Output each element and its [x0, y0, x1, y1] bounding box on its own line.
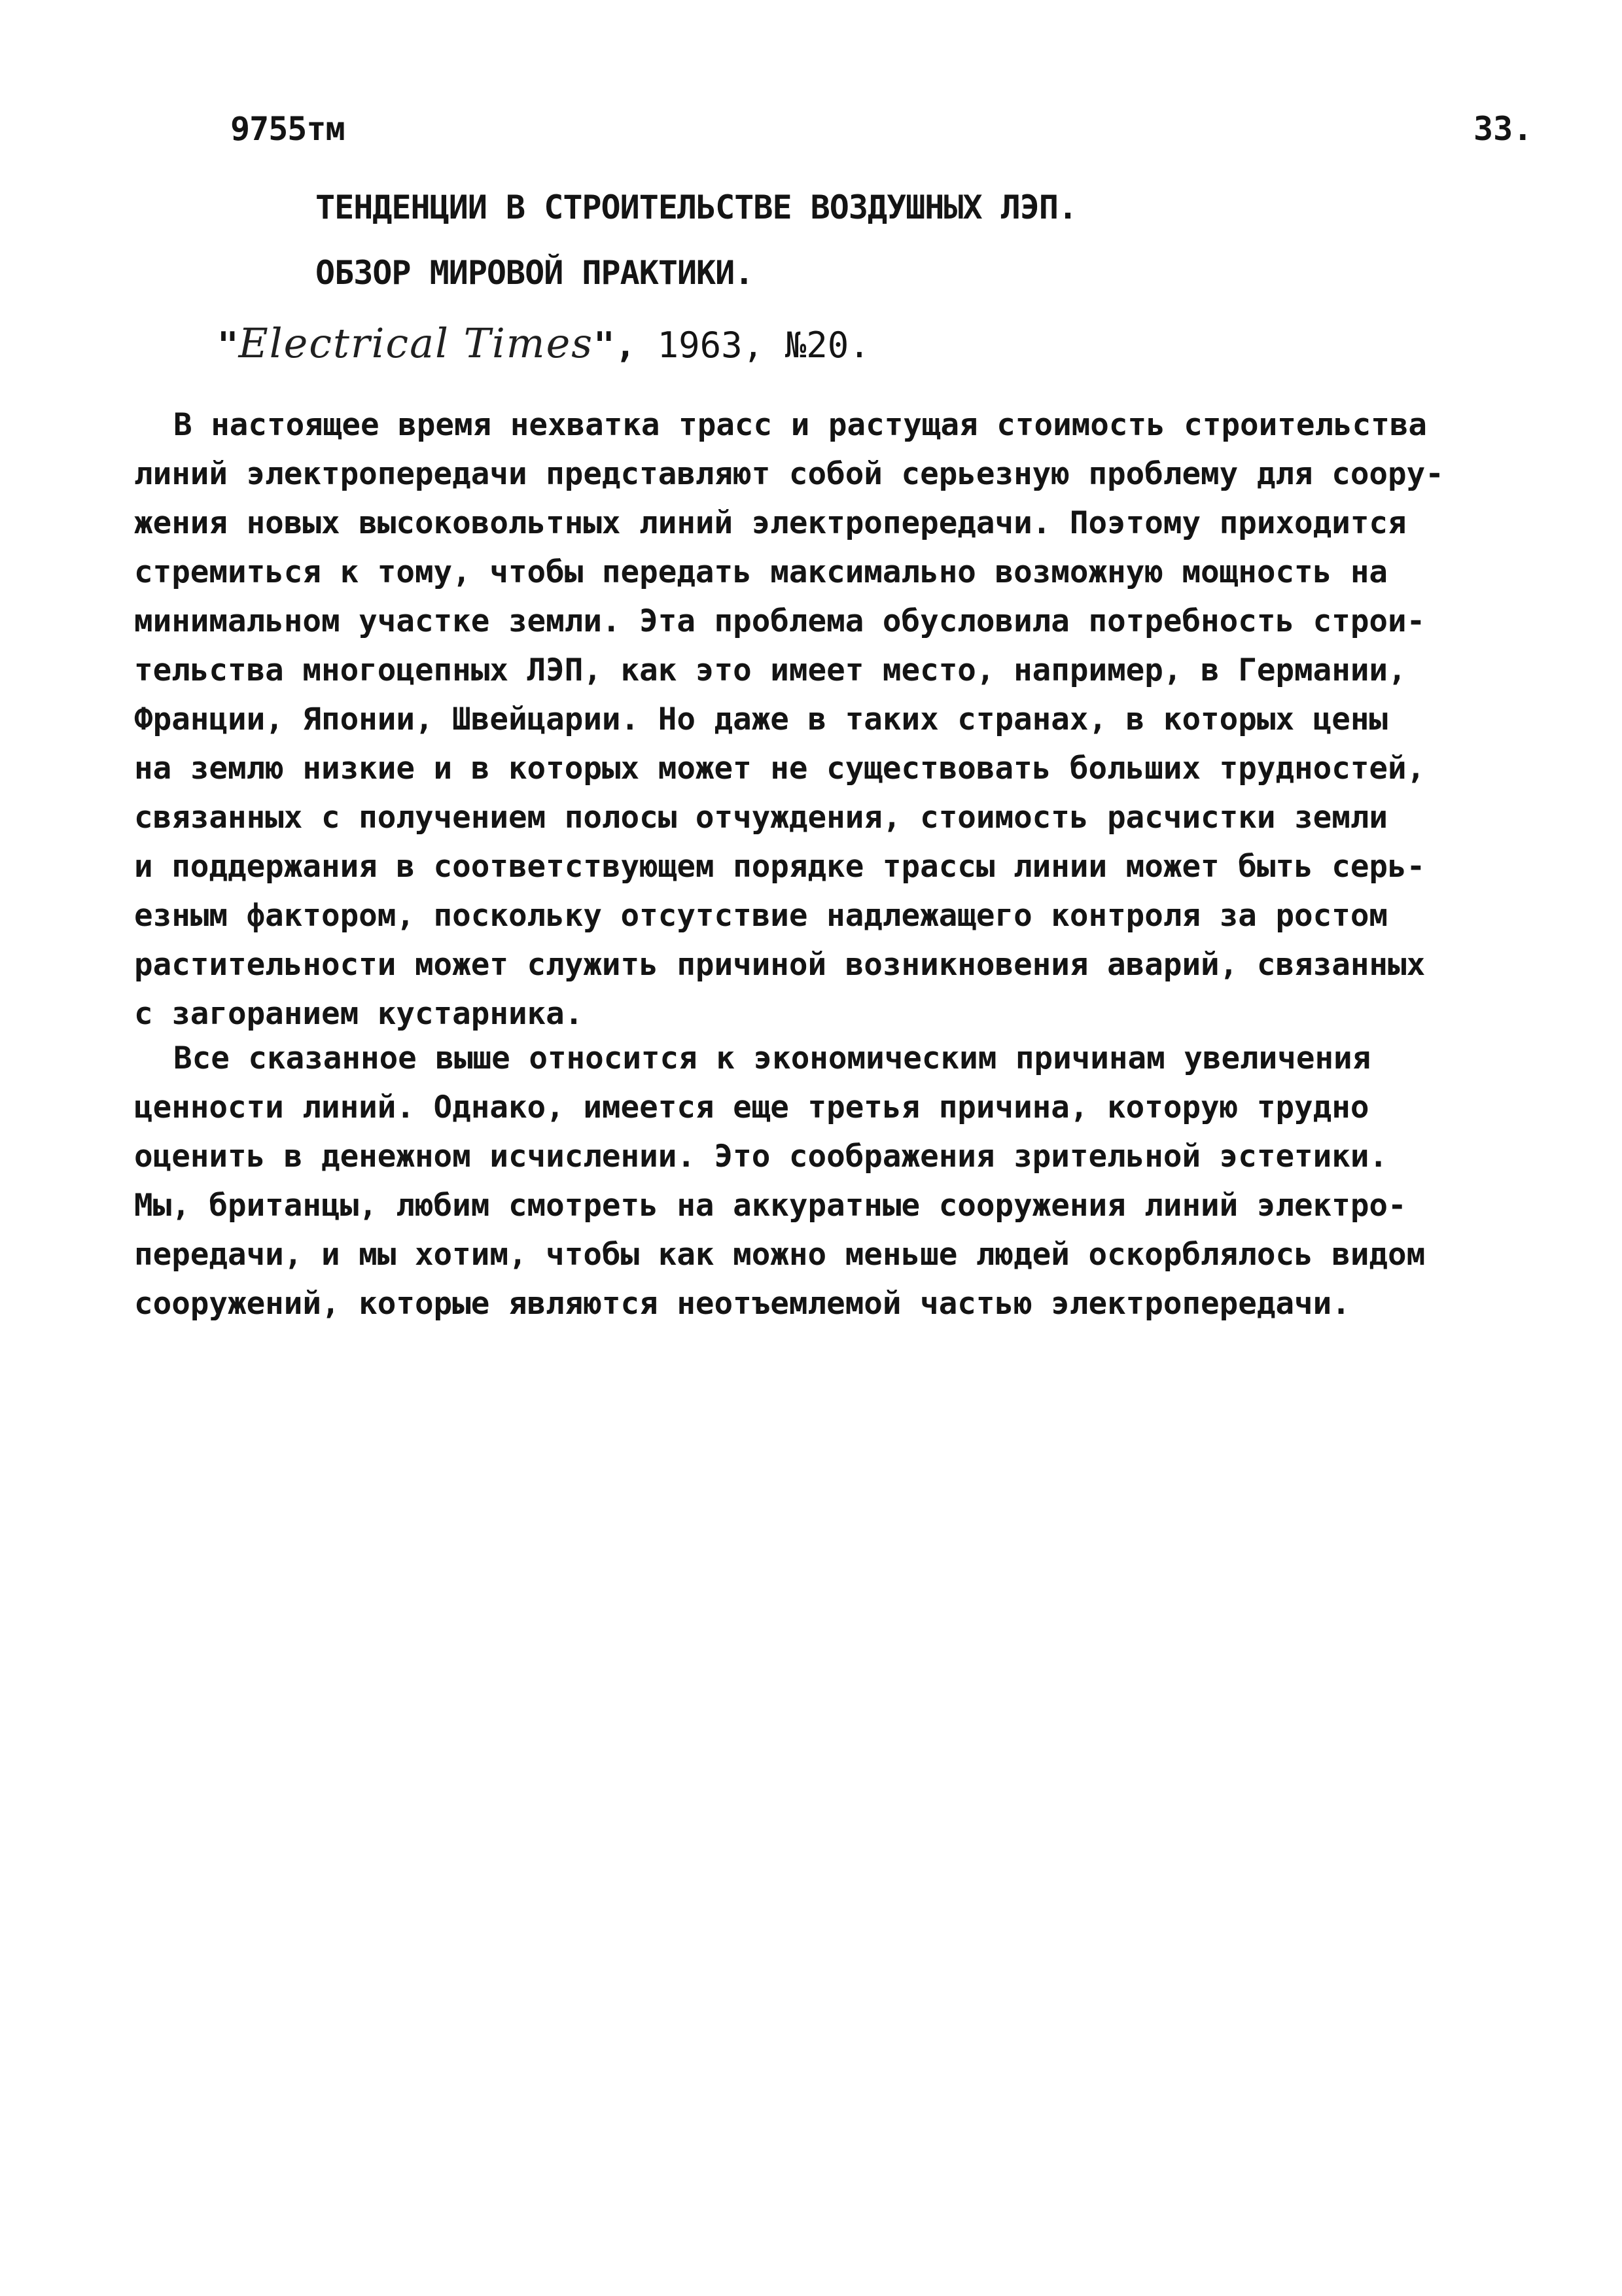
paragraph-line: связанных с получением полосы отчуждения, стоимость расчистки земли [134, 800, 1388, 836]
paragraph-line: сооружений, которые являются неотъемлемой частью электропередачи. [134, 1286, 1350, 1322]
paragraph-line: на землю низкие и в которых может не существовать больших трудностей, [134, 751, 1426, 786]
paragraph-line: оценить в денежном исчислении. Это соображения зрительной эстетики. [134, 1139, 1388, 1174]
paragraph-line: растительности может служить причиной возникновения аварий, связанных [134, 947, 1426, 983]
article-title-line-1: ТЕНДЕНЦИИ В СТРОИТЕЛЬСТВЕ ВОЗДУШНЫХ ЛЭП. [315, 188, 1078, 226]
paragraph-line: В настоящее время нехватка трасс и растущая стоимость строительства [173, 407, 1428, 443]
paragraph-line: езным фактором, поскольку отсутствие надлежащего контроля за ростом [134, 898, 1388, 934]
paragraph-1 [134, 400, 1521, 1038]
document-code: 9755тм [230, 110, 345, 148]
journal-name-handwritten: Electrical Times [238, 319, 594, 367]
paragraph-line: и поддержания в соответствующем порядке трассы линии может быть серь- [134, 849, 1426, 885]
open-quote: " [217, 325, 239, 366]
year-issue: 1963, №20. [636, 325, 870, 366]
paragraph-line: линий электропередачи представляют собой серьезную проблему для соору- [134, 456, 1444, 492]
paragraph-line: Все сказанное выше относится к экономическим причинам увеличения [173, 1040, 1371, 1076]
article-title-line-2: ОБЗОР МИРОВОЙ ПРАКТИКИ. [315, 254, 754, 292]
paragraph-line: минимальном участке земли. Эта проблема обусловила потребность строи- [134, 603, 1426, 639]
paragraph-2 [134, 1034, 1521, 1328]
paragraph-line: тельства многоцепных ЛЭП, как это имеет место, например, в Германии, [134, 652, 1407, 688]
source-citation [217, 319, 870, 367]
close-quote: ", [593, 325, 637, 366]
paragraph-line: Мы, британцы, любим смотреть на аккуратные сооружения линий электро- [134, 1188, 1407, 1224]
paragraph-line: передачи, и мы хотим, чтобы как можно меньше людей оскорблялось видом [134, 1237, 1426, 1273]
paragraph-line: стремиться к тому, чтобы передать максимально возможную мощность на [134, 554, 1388, 590]
paragraph-line: ценности линий. Однако, имеется еще третья причина, которую трудно [134, 1089, 1369, 1125]
paragraph-line: жения новых высоковольтных линий электропередачи. Поэтому приходится [134, 505, 1407, 541]
paragraph-line: Франции, Японии, Швейцарии. Но даже в таких странах, в которых цены [134, 701, 1388, 737]
paragraph-line: с загоранием кустарника. [134, 996, 584, 1032]
page-number: 33. [1473, 110, 1533, 148]
